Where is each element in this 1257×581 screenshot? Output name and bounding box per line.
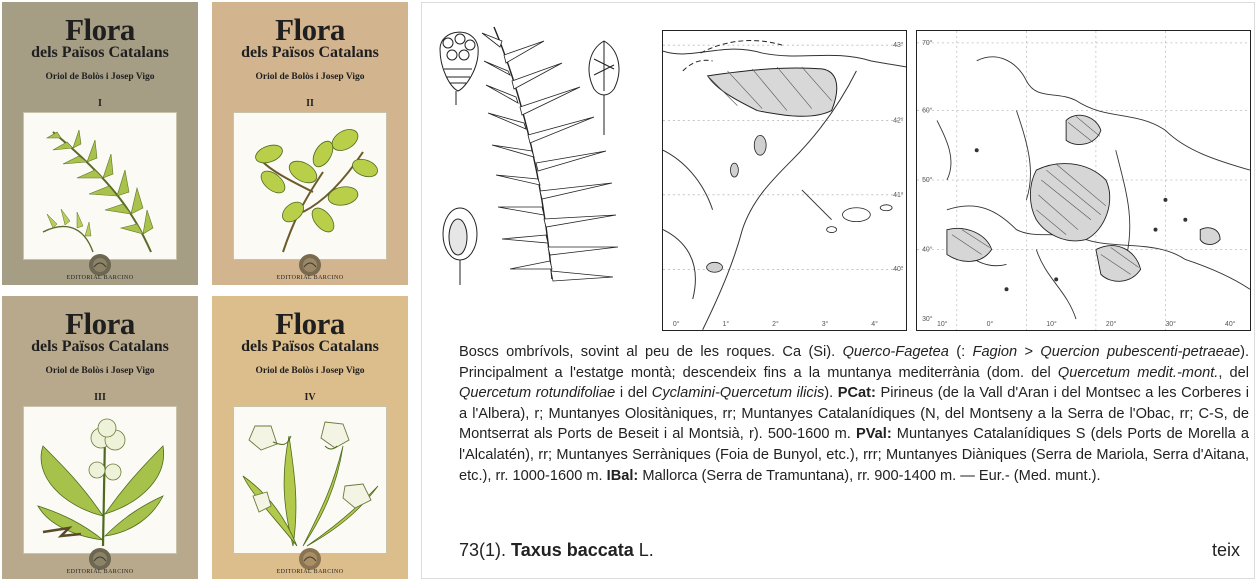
syntaxon-name: Cyclamini-Quercetum ilicis (651, 385, 825, 402)
species-author: L. (638, 540, 654, 560)
syntaxon-name: Quercetum rotundifoliae (459, 385, 616, 402)
description-text: ). Principalment a l'estatge montà; descendeix fins a la muntanya mediterrània (dom. del (459, 344, 1249, 381)
syntaxon-name: Quercetum medit.-mont. (1057, 364, 1219, 381)
species-heading (459, 540, 654, 561)
entry-number: 73(1). (459, 540, 507, 560)
lat-label: 30° (922, 316, 933, 324)
book-authors: Oriol de Bolòs i Josep Vigo (45, 366, 155, 376)
gentian-illustration (23, 406, 177, 554)
description-text: , del (1218, 364, 1249, 381)
species-page (421, 2, 1255, 579)
book-cover-volume-4 (212, 296, 408, 579)
book-volume: III (94, 392, 106, 403)
region-label: PVal: (855, 426, 892, 443)
lon-label: 1° (722, 320, 730, 328)
lat-label: 43° (893, 42, 904, 50)
lon-label: 30° (1165, 321, 1176, 329)
book-publisher: EDITORIAL BARCINO (276, 275, 344, 281)
description-text: (: (948, 344, 973, 360)
syntaxon-name: Quercion pubescenti-petraeae (1040, 344, 1241, 360)
cover-plate-fern (23, 112, 177, 260)
book-cover-volume-3 (2, 296, 198, 579)
common-name: teix (1211, 540, 1240, 560)
book-subtitle: dels Països Catalans (31, 44, 169, 61)
book-title: Flora (65, 12, 135, 47)
book-cover-volume-2 (212, 2, 408, 285)
lat-label: 42° (893, 117, 904, 125)
region-label: IBal: (606, 467, 639, 484)
book-subtitle: dels Països Catalans (31, 338, 169, 355)
beech-branch-illustration (233, 112, 387, 260)
book-publisher: EDITORIAL BARCINO (66, 275, 134, 281)
book-subtitle: dels Països Catalans (241, 44, 379, 61)
cover-plate-beech (233, 112, 387, 260)
book-title: Flora (65, 306, 135, 341)
publisher-seal-icon (298, 253, 322, 277)
lon-label: 2° (772, 320, 779, 328)
book-title: Flora (275, 306, 345, 341)
species-name: Taxus baccata (511, 540, 634, 560)
lily-illustration (233, 406, 387, 554)
lon-label: 40° (1225, 321, 1236, 329)
book-authors: Oriol de Bolòs i Josep Vigo (45, 72, 155, 82)
description-text: Boscs ombrívols, sovint al peu de les roques. Ca (Si). (459, 344, 843, 360)
lon-label: 3° (821, 320, 829, 328)
lon-label: 10° (936, 321, 948, 329)
book-cover-volume-1 (2, 2, 198, 285)
book-publisher: EDITORIAL BARCINO (276, 569, 344, 575)
book-authors: Oriol de Bolòs i Josep Vigo (255, 366, 365, 376)
book-authors: Oriol de Bolòs i Josep Vigo (255, 72, 365, 82)
distribution-map-europe (916, 30, 1251, 331)
lon-label: 0° (672, 320, 680, 328)
lat-label: 60° (922, 107, 933, 115)
region-label: PCat: (837, 385, 876, 402)
publisher-seal-icon (298, 547, 322, 571)
book-publisher: EDITORIAL BARCINO (66, 569, 134, 575)
lat-label: 40° (922, 246, 933, 254)
book-title: Flora (275, 12, 345, 47)
book-subtitle: dels Països Catalans (241, 338, 379, 355)
europe-map-svg (917, 31, 1250, 330)
lat-label: 70° (922, 39, 933, 47)
lat-label: 50° (922, 176, 933, 184)
description-text: Pirineus (de la Vall d'Aran i del Montsec a les Corberes i a l'Albera), r; Muntanyes Olositàniques, rr; Muntanyes Catalanídiques (N, del Montseny a la Serra de l'Obac, rr; C-S, de Montserrat als Ports de Beseit i al Montsià, r). 500-1600 m. (459, 385, 1250, 443)
fern-illustration (23, 112, 177, 260)
lat-label: 41° (893, 191, 904, 199)
cover-plate-gentian (23, 406, 177, 554)
lon-label: 4° (871, 320, 878, 328)
catalonia-map-svg (663, 31, 906, 330)
publisher-seal-icon (88, 547, 112, 571)
lon-label: 10° (1046, 321, 1057, 329)
book-volume: IV (304, 392, 316, 403)
description-text: Muntanyes Catalanídiques S (dels Ports de Morella a l'Alcalatén), rr; Muntanyes Serràniques (Foia de Bunyol, etc.), rrr; Muntanyes Diàniques (Serra de Mariola, Serra d'Aitana, etc.), rr. 1000-1600 m. (459, 426, 1250, 484)
description-text: Mallorca (Serra de Tramuntana), rr. 900-1400 m. — Eur.- (Med. munt.). (638, 467, 1101, 484)
book-volume: I (98, 98, 102, 109)
lat-label: 40° (893, 266, 904, 274)
syntaxon-name: Fagion (972, 344, 1018, 360)
description-text: > (1017, 344, 1041, 360)
taxus-baccata-drawing (434, 19, 634, 299)
description-text: i del (615, 385, 652, 402)
species-description (459, 342, 1249, 486)
cover-plate-lily (233, 406, 387, 554)
lon-label: 0° (986, 321, 994, 329)
syntaxon-name: Querco-Fagetea (842, 344, 949, 360)
distribution-map-catalonia (662, 30, 907, 331)
book-volume: II (306, 98, 314, 109)
description-text: ). (824, 385, 838, 402)
publisher-seal-icon (88, 253, 112, 277)
lon-label: 20° (1105, 321, 1117, 329)
